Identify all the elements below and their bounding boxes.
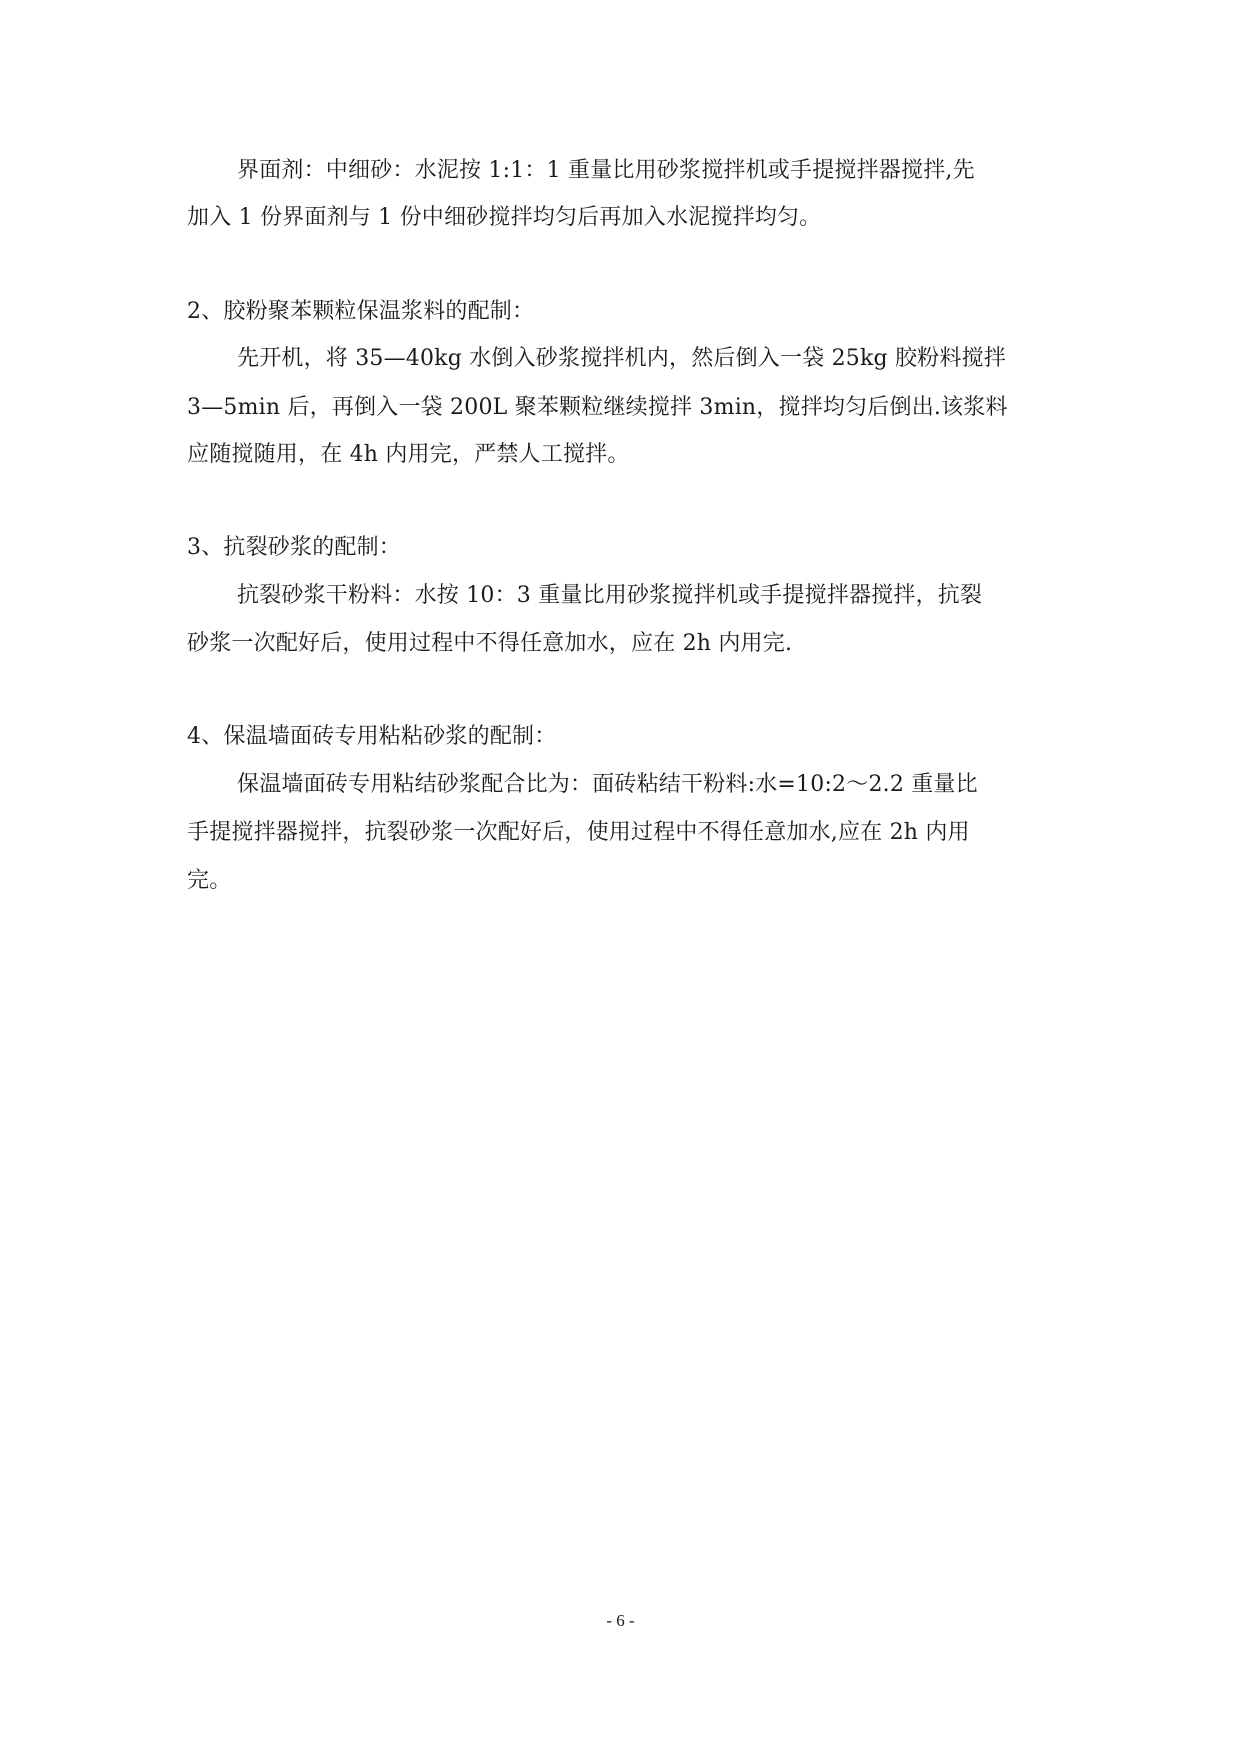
paragraph-line: 界面剂：中细砂：水泥按 1:1：1 重量比用砂浆搅拌机或手提搅拌器搅拌,先 <box>237 158 975 183</box>
section-heading: 3、抗裂砂浆的配制： <box>187 535 401 560</box>
paragraph-line: 先开机，将 35—40kg 水倒入砂浆搅拌机内，然后倒入一袋 25kg 胶粉料搅拌 <box>237 346 1006 371</box>
paragraph-line: 3—5min 后，再倒入一袋 200L 聚苯颗粒继续搅拌 3min，搅拌均匀后倒出.该浆料 <box>187 395 1008 420</box>
section-heading: 2、胶粉聚苯颗粒保温浆料的配制： <box>187 299 535 324</box>
paragraph-line: 抗裂砂浆干粉料：水按 10：3 重量比用砂浆搅拌机或手提搅拌器搅拌，抗裂 <box>237 583 983 608</box>
page-number: - 6 - <box>606 1611 635 1630</box>
paragraph-line: 手提搅拌器搅拌，抗裂砂浆一次配好后，使用过程中不得任意加水,应在 2h 内用 <box>187 820 970 845</box>
paragraph-line: 保温墙面砖专用粘结砂浆配合比为：面砖粘结干粉料:水=10:2～2.2 重量比 <box>237 772 978 797</box>
paragraph-line: 应随搅随用，在 4h 内用完，严禁人工搅拌。 <box>187 442 630 467</box>
paragraph-line: 砂浆一次配好后，使用过程中不得任意加水，应在 2h 内用完. <box>187 631 793 656</box>
paragraph-line: 完。 <box>187 868 232 893</box>
section-heading: 4、保温墙面砖专用粘粘砂浆的配制： <box>187 724 557 749</box>
paragraph-line: 加入 1 份界面剂与 1 份中细砂搅拌均匀后再加入水泥搅拌均匀。 <box>187 205 822 230</box>
